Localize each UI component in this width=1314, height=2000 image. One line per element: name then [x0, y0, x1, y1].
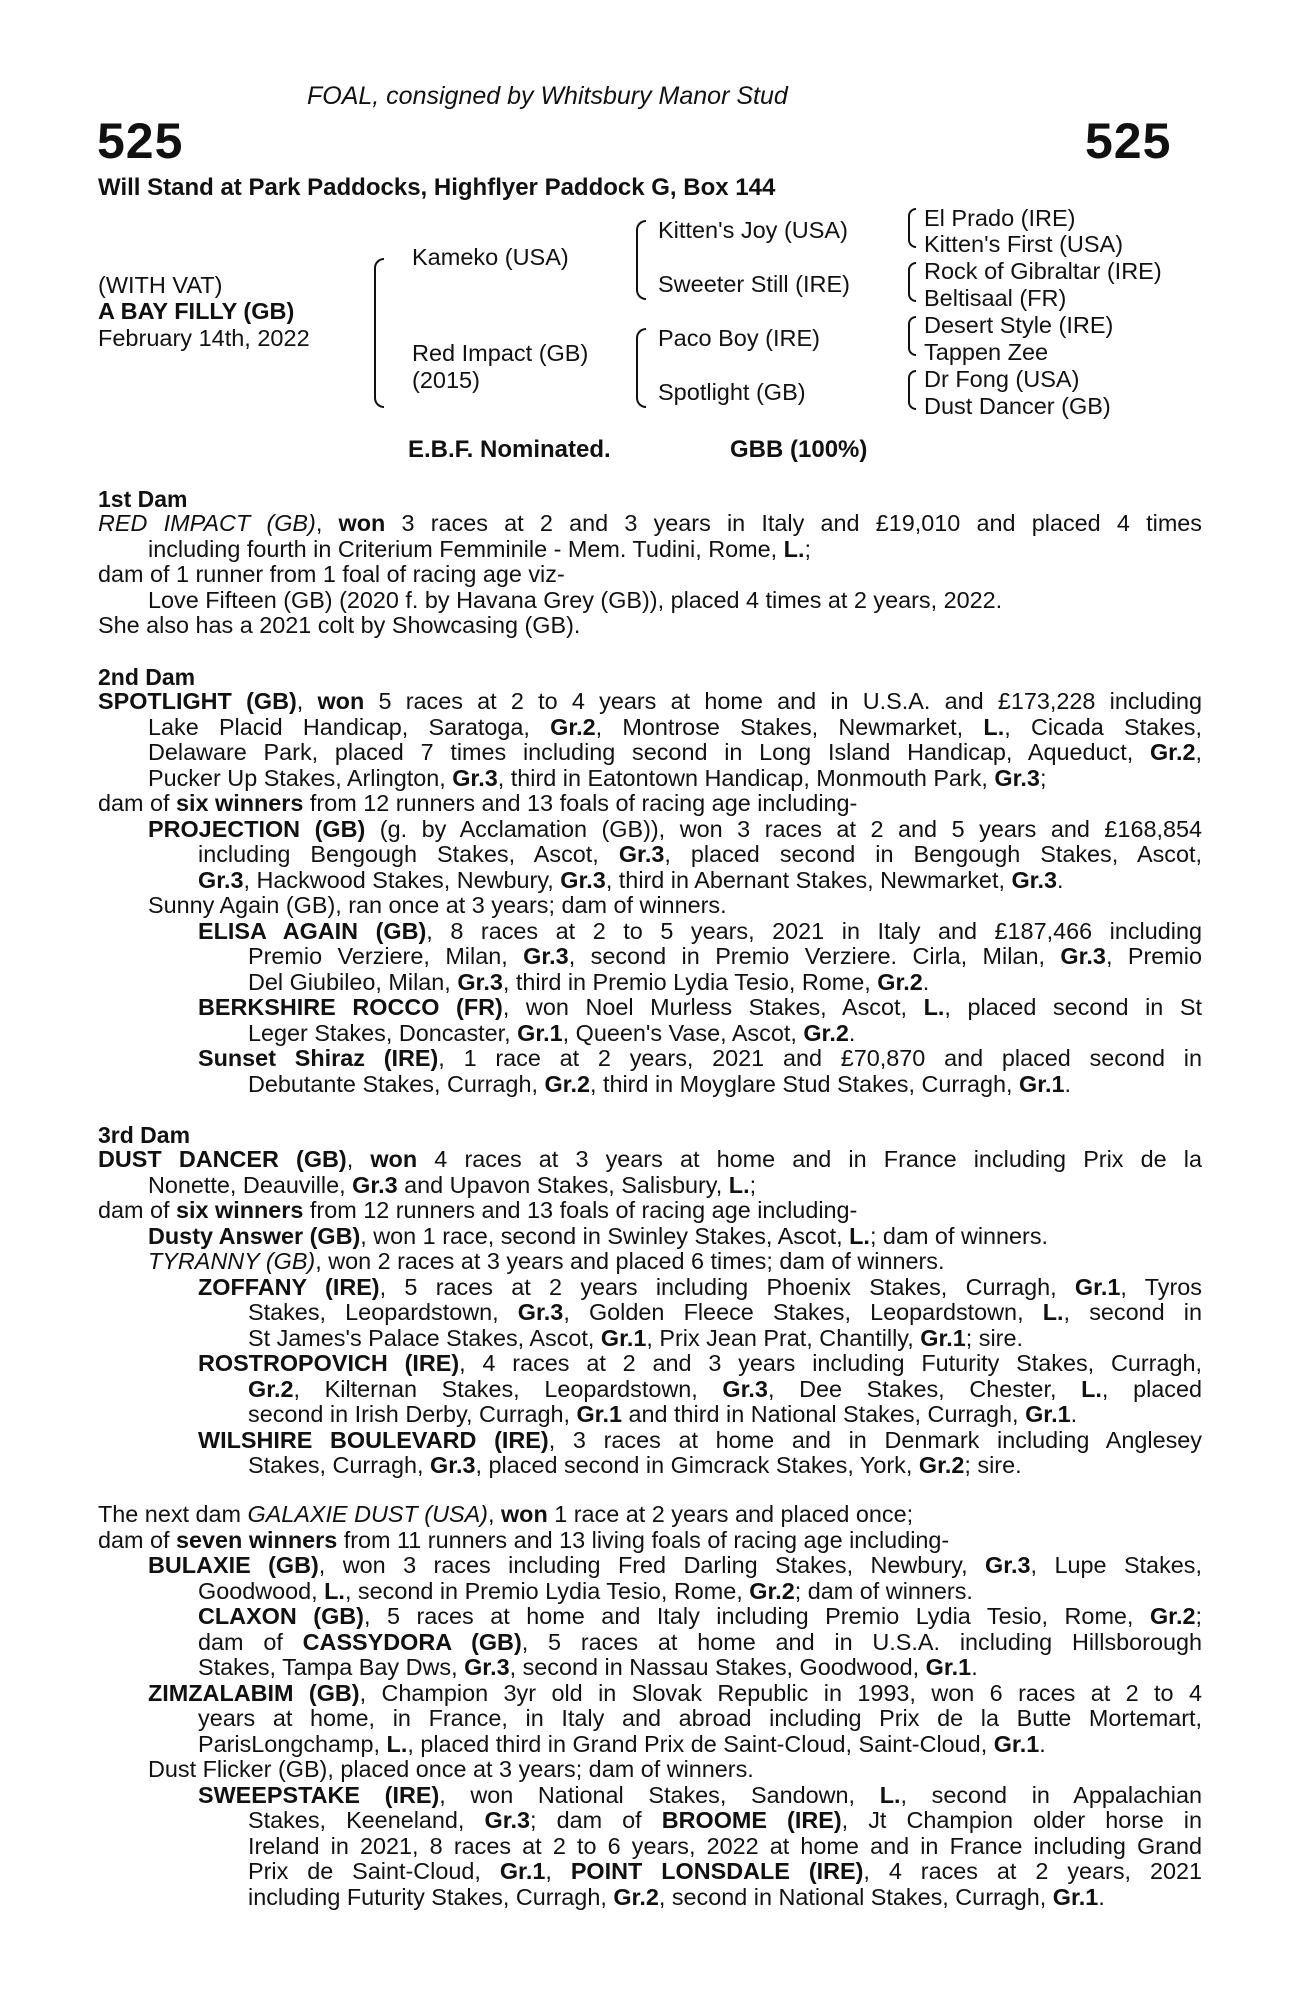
text-line: dam of CASSYDORA (GB), 5 races at home and in U.S.A. including Hillsborough — [198, 1628, 1202, 1655]
sire-dam: Sweeter Still (IRE) — [658, 271, 850, 297]
third-dam-text — [98, 1147, 1202, 1479]
text-line: Stakes, Curragh, Gr.3, placed second in Gimcrack Stakes, York, Gr.2; sire. — [248, 1452, 1022, 1478]
text-line: ZIMZALABIM (GB), Champion 3yr old in Slovak Republic in 1993, won 6 races at 2 to 4 — [148, 1679, 1202, 1706]
text-line: BERKSHIRE ROCCO (FR), won Noel Murless Stakes, Ascot, L., placed second in St — [198, 994, 1202, 1020]
brace-ss — [908, 208, 916, 248]
text-line: Dusty Answer (GB), won 1 race, second in Swinley Stakes, Ascot, L.; dam of winners. — [148, 1222, 1049, 1249]
text-line: Ireland in 2021, 8 races at 2 to 6 years, 2022 at home and in France including Grand — [248, 1832, 1202, 1859]
vat-note: (WITH VAT) — [98, 272, 223, 298]
text-line: Premio Verziere, Milan, Gr.3, second in Premio Verziere. Cirla, Milan, Gr.3, Premio — [248, 943, 1202, 969]
text-line: Stakes, Leopardstown, Gr.3, Golden Fleece Stakes, Leopardstown, L., second in — [248, 1299, 1202, 1325]
text-line: including fourth in Criterium Femminile - Mem. Tudini, Rome, L.; — [148, 535, 811, 562]
sire-sire-dam: Kitten's First (USA) — [924, 231, 1124, 257]
horse-name: A BAY FILLY (GB) — [98, 298, 295, 324]
first-dam-text — [98, 511, 1202, 639]
stand-location: Will Stand at Park Paddocks, Highflyer Paddock G, Box 144 — [98, 174, 776, 201]
gbb-status: GBB (100%) — [730, 436, 868, 463]
brace-horse — [374, 258, 384, 408]
lot-number-right: 525 — [1085, 113, 1172, 169]
text-line: Del Giubileo, Milan, Gr.3, third in Premio Lydia Tesio, Rome, Gr.2. — [248, 968, 930, 995]
brace-sire — [636, 220, 646, 300]
dam-dam-dam: Dust Dancer (GB) — [924, 393, 1111, 419]
dam-dam: Spotlight (GB) — [658, 379, 806, 405]
text-line: second in Irish Derby, Curragh, Gr.1 and third in National Stakes, Curragh, Gr.1. — [248, 1401, 1078, 1427]
sire-sire-sire: El Prado (IRE) — [924, 205, 1076, 231]
text-line: Dust Flicker (GB), placed once at 3 years; dam of winners. — [148, 1756, 754, 1782]
second-dam-text — [98, 689, 1202, 1097]
sire-sire: Kitten's Joy (USA) — [658, 217, 848, 243]
text-line: CLAXON (GB), 5 races at home and Italy including Premio Lydia Tesio, Rome, Gr.2; — [198, 1603, 1202, 1629]
text-line: Goodwood, L., second in Premio Lydia Tesio, Rome, Gr.2; dam of winners. — [198, 1577, 973, 1604]
text-line: The next dam GALAXIE DUST (USA), won 1 race at 2 years and placed once; — [98, 1501, 914, 1527]
text-line: Sunset Shiraz (IRE), 1 race at 2 years, 2021 and £70,870 and placed second in — [198, 1045, 1202, 1071]
text-line: St James's Palace Stakes, Ascot, Gr.1, Prix Jean Prat, Chantilly, Gr.1; sire. — [248, 1324, 1023, 1351]
text-line: SPOTLIGHT (GB), won 5 races at 2 to 4 years at home and in U.S.A. and £173,228 including — [98, 688, 1202, 714]
text-line: ROSTROPOVICH (IRE), 4 races at 2 and 3 years including Futurity Stakes, Curragh, — [198, 1350, 1202, 1376]
text-line: years at home, in France, in Italy and abroad including Prix de la Butte Mortemart, — [198, 1705, 1202, 1731]
dam: Red Impact (GB) — [412, 340, 589, 366]
sire: Kameko (USA) — [412, 244, 569, 270]
text-line: Gr.3, Hackwood Stakes, Newbury, Gr.3, third in Abernant Stakes, Newmarket, Gr.3. — [198, 866, 1064, 893]
brace-dam — [636, 328, 646, 408]
dam-sire-dam: Tappen Zee — [924, 339, 1049, 365]
brace-sd — [908, 262, 916, 302]
text-line: dam of six winners from 12 runners and 13 foals of racing age including- — [98, 790, 858, 816]
ebf-nominated: E.B.F. Nominated. — [408, 436, 611, 463]
text-line: TYRANNY (GB), won 2 races at 3 years and placed 6 times; dam of winners. — [148, 1248, 945, 1274]
dam-dam-sire: Dr Fong (USA) — [924, 366, 1080, 392]
text-line: BULAXIE (GB), won 3 races including Fred Darling Stakes, Newbury, Gr.3, Lupe Stakes, — [148, 1552, 1202, 1578]
text-line: RED IMPACT (GB), won 3 races at 2 and 3 years in Italy and £19,010 and placed 4 times — [98, 510, 1203, 536]
text-line: Sunny Again (GB), ran once at 3 years; dam of winners. — [148, 892, 727, 918]
foaling-date: February 14th, 2022 — [98, 325, 310, 351]
text-line: Debutante Stakes, Curragh, Gr.2, third in Moyglare Stud Stakes, Curragh, Gr.1. — [248, 1070, 1072, 1097]
consignment-line: FOAL, consigned by Whitsbury Manor Stud — [307, 82, 788, 110]
dam-sire: Paco Boy (IRE) — [658, 325, 820, 351]
text-line: She also has a 2021 colt by Showcasing (GB). — [98, 612, 581, 638]
text-line: ELISA AGAIN (GB), 8 races at 2 to 5 years, 2021 in Italy and £187,466 including — [198, 917, 1202, 944]
sire-dam-dam: Beltisaal (FR) — [924, 285, 1067, 311]
text-line: Love Fifteen (GB) (2020 f. by Havana Grey (GB)), placed 4 times at 2 years, 2022. — [148, 586, 1003, 613]
text-line: including Futurity Stakes, Curragh, Gr.2, second in National Stakes, Curragh, Gr.1. — [248, 1883, 1105, 1910]
dam-year: (2015) — [412, 367, 480, 393]
section-heading-third-dam: 3rd Dam — [98, 1122, 191, 1148]
text-line: ZOFFANY (IRE), 5 races at 2 years including Phoenix Stakes, Curragh, Gr.1, Tyros — [198, 1273, 1202, 1300]
text-line: Stakes, Keeneland, Gr.3; dam of BROOME (IRE), Jt Champion older horse in — [248, 1807, 1202, 1833]
dam-sire-sire: Desert Style (IRE) — [924, 312, 1114, 338]
section-heading-first-dam: 1st Dam — [98, 486, 188, 512]
text-line: including Bengough Stakes, Ascot, Gr.3, placed second in Bengough Stakes, Ascot, — [198, 841, 1202, 867]
text-line: Stakes, Tampa Bay Dws, Gr.3, second in Nassau Stakes, Goodwood, Gr.1. — [198, 1654, 978, 1680]
text-line: Leger Stakes, Doncaster, Gr.1, Queen's Vase, Ascot, Gr.2. — [248, 1019, 856, 1046]
text-line: PROJECTION (GB) (g. by Acclamation (GB)), won 3 races at 2 and 5 years and £168,854 — [148, 815, 1202, 842]
text-line: SWEEPSTAKE (IRE), won National Stakes, Sandown, L., second in Appalachian — [198, 1781, 1203, 1808]
text-line: dam of seven winners from 11 runners and 13 living foals of racing age including- — [98, 1526, 950, 1553]
text-line: DUST DANCER (GB), won 4 races at 3 years at home and in France including Prix de la — [98, 1146, 1202, 1172]
text-line: WILSHIRE BOULEVARD (IRE), 3 races at home and in Denmark including Anglesey — [198, 1426, 1202, 1453]
text-line: dam of 1 runner from 1 foal of racing age viz- — [98, 561, 565, 587]
next-dam-text — [98, 1502, 1202, 1910]
text-line: dam of six winners from 12 runners and 13 foals of racing age including- — [98, 1197, 858, 1223]
text-line: Gr.2, Kilternan Stakes, Leopardstown, Gr.3, Dee Stakes, Chester, L., placed — [248, 1375, 1202, 1402]
text-line: ParisLongchamp, L., placed third in Grand Prix de Saint-Cloud, Saint-Cloud, Gr.1. — [198, 1730, 1046, 1757]
text-line: Lake Placid Handicap, Saratoga, Gr.2, Montrose Stakes, Newmarket, L., Cicada Stakes, — [148, 713, 1202, 740]
lot-number-left: 525 — [97, 113, 184, 169]
text-line: Nonette, Deauville, Gr.3 and Upavon Stakes, Salisbury, L.; — [148, 1171, 757, 1198]
sire-dam-sire: Rock of Gibraltar (IRE) — [924, 258, 1162, 284]
text-line: Pucker Up Stakes, Arlington, Gr.3, third in Eatontown Handicap, Monmouth Park, Gr.3; — [148, 764, 1047, 791]
text-line: Delaware Park, placed 7 times including second in Long Island Handicap, Aqueduct, Gr.2, — [148, 739, 1202, 765]
text-line: Prix de Saint-Cloud, Gr.1, POINT LONSDALE (IRE), 4 races at 2 years, 2021 — [248, 1858, 1202, 1884]
brace-dd — [908, 370, 916, 410]
brace-ds — [908, 316, 916, 356]
section-heading-second-dam: 2nd Dam — [98, 664, 196, 690]
